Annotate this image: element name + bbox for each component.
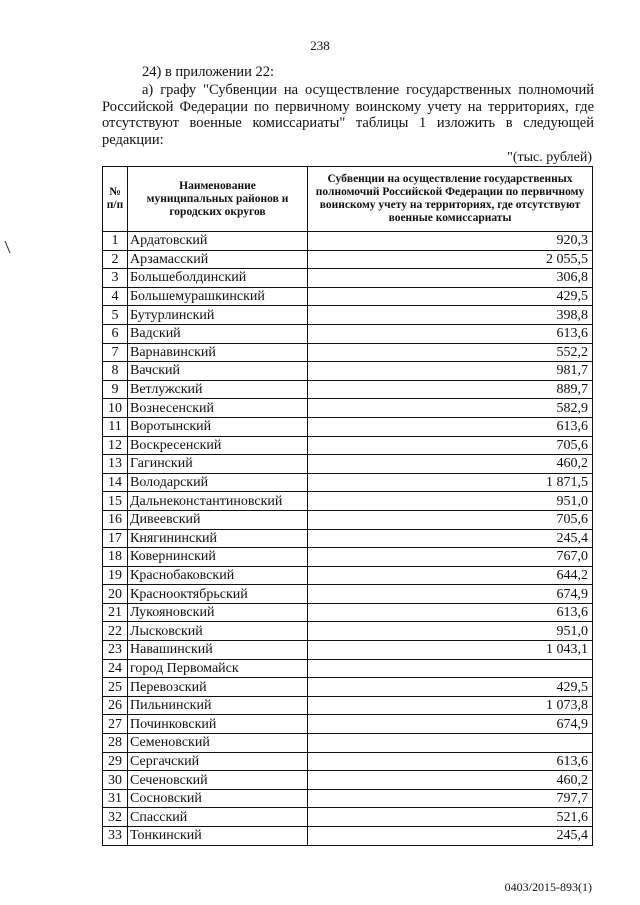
- header-value: Субвенции на осуществление государственных полномочий Российской Федерации по первичному воинскому учету на территориях, где отсутствуют военные комиссариаты: [308, 167, 593, 232]
- row-value: 613,6: [308, 603, 593, 622]
- row-number: 30: [103, 771, 128, 790]
- row-name: город Первомайск: [128, 659, 308, 678]
- row-value: 460,2: [308, 771, 593, 790]
- row-name: Воскресенский: [128, 436, 308, 455]
- row-number: 20: [103, 585, 128, 604]
- row-number: 9: [103, 380, 128, 399]
- table-row: [103, 752, 593, 771]
- row-name: Бутурлинский: [128, 306, 308, 325]
- row-number: 10: [103, 399, 128, 418]
- row-value: 398,8: [308, 306, 593, 325]
- row-value: 797,7: [308, 789, 593, 808]
- row-value: 705,6: [308, 436, 593, 455]
- table-row: [103, 343, 593, 362]
- row-value: 705,6: [308, 510, 593, 529]
- row-name: Ковернинский: [128, 548, 308, 567]
- row-value: 429,5: [308, 678, 593, 697]
- row-number: 26: [103, 696, 128, 715]
- row-name: Ардатовский: [128, 232, 308, 251]
- table-row: [103, 696, 593, 715]
- row-value: 981,7: [308, 362, 593, 381]
- table-row: [103, 529, 593, 548]
- row-value: 1 073,8: [308, 696, 593, 715]
- table-row: [103, 250, 593, 269]
- row-value: [308, 734, 593, 753]
- table-row: [103, 455, 593, 474]
- row-name: Тонкинский: [128, 827, 308, 846]
- row-number: 19: [103, 566, 128, 585]
- table-header-row: [103, 167, 593, 232]
- row-number: 17: [103, 529, 128, 548]
- table-row: [103, 808, 593, 827]
- table-row: [103, 789, 593, 808]
- row-number: 6: [103, 324, 128, 343]
- row-number: 32: [103, 808, 128, 827]
- row-number: 3: [103, 269, 128, 288]
- subvention-table: [102, 166, 593, 846]
- table-row: [103, 548, 593, 567]
- row-name: Варнавинский: [128, 343, 308, 362]
- row-value: 674,9: [308, 715, 593, 734]
- document-code: 0403/2015-893(1): [504, 880, 592, 894]
- row-value: 552,2: [308, 343, 593, 362]
- row-number: 15: [103, 492, 128, 511]
- row-name: Володарский: [128, 473, 308, 492]
- table-row: [103, 566, 593, 585]
- table-row: [103, 771, 593, 790]
- intro-line-1: 24) в приложении 22:: [142, 64, 275, 80]
- row-name: Навашинский: [128, 641, 308, 660]
- table-row: [103, 734, 593, 753]
- row-name: Вадский: [128, 324, 308, 343]
- row-value: 951,0: [308, 492, 593, 511]
- row-number: 13: [103, 455, 128, 474]
- table-row: [103, 232, 593, 251]
- row-value: 245,4: [308, 827, 593, 846]
- row-number: 22: [103, 622, 128, 641]
- row-number: 7: [103, 343, 128, 362]
- unit-label: "(тыс. рублей): [507, 150, 592, 165]
- row-name: Воротынский: [128, 417, 308, 436]
- row-value: 582,9: [308, 399, 593, 418]
- row-number: 21: [103, 603, 128, 622]
- row-number: 4: [103, 287, 128, 306]
- row-value: 306,8: [308, 269, 593, 288]
- row-number: 8: [103, 362, 128, 381]
- row-value: [308, 659, 593, 678]
- row-name: Гагинский: [128, 455, 308, 474]
- table-row: [103, 362, 593, 381]
- row-number: 1: [103, 232, 128, 251]
- row-name: Семеновский: [128, 734, 308, 753]
- row-value: 2 055,5: [308, 250, 593, 269]
- row-name: Дальнеконстантиновский: [128, 492, 308, 511]
- row-name: Спасский: [128, 808, 308, 827]
- table-row: [103, 324, 593, 343]
- row-value: 460,2: [308, 455, 593, 474]
- row-value: 767,0: [308, 548, 593, 567]
- row-value: 920,3: [308, 232, 593, 251]
- row-number: 11: [103, 417, 128, 436]
- row-number: 14: [103, 473, 128, 492]
- header-name: Наименование муниципальных районов и городских округов: [128, 167, 308, 232]
- table-row: [103, 827, 593, 846]
- table-row: [103, 417, 593, 436]
- row-name: Лысковский: [128, 622, 308, 641]
- table-row: [103, 678, 593, 697]
- row-name: Перевозский: [128, 678, 308, 697]
- header-num: № п/п: [103, 167, 128, 232]
- table-row: [103, 641, 593, 660]
- row-name: Большемурашкинский: [128, 287, 308, 306]
- row-name: Сергачский: [128, 752, 308, 771]
- row-value: 245,4: [308, 529, 593, 548]
- table-row: [103, 436, 593, 455]
- row-value: 613,6: [308, 752, 593, 771]
- row-name: Ветлужский: [128, 380, 308, 399]
- table-row: [103, 399, 593, 418]
- row-name: Пильнинский: [128, 696, 308, 715]
- row-name: Вачский: [128, 362, 308, 381]
- row-number: 18: [103, 548, 128, 567]
- row-number: 29: [103, 752, 128, 771]
- row-number: 28: [103, 734, 128, 753]
- row-value: 674,9: [308, 585, 593, 604]
- row-number: 23: [103, 641, 128, 660]
- row-number: 5: [103, 306, 128, 325]
- row-value: 889,7: [308, 380, 593, 399]
- row-name: Сеченовский: [128, 771, 308, 790]
- row-name: Починковский: [128, 715, 308, 734]
- row-name: Дивеевский: [128, 510, 308, 529]
- table-row: [103, 473, 593, 492]
- row-number: 25: [103, 678, 128, 697]
- row-value: 429,5: [308, 287, 593, 306]
- table-row: [103, 306, 593, 325]
- row-value: 951,0: [308, 622, 593, 641]
- row-name: Краснооктябрьский: [128, 585, 308, 604]
- row-name: Вознесенский: [128, 399, 308, 418]
- table-row: [103, 380, 593, 399]
- row-value: 613,6: [308, 417, 593, 436]
- row-number: 27: [103, 715, 128, 734]
- table-row: [103, 510, 593, 529]
- table-row: [103, 269, 593, 288]
- row-name: Краснобаковский: [128, 566, 308, 585]
- row-name: Арзамасский: [128, 250, 308, 269]
- table-row: [103, 659, 593, 678]
- row-number: 31: [103, 789, 128, 808]
- row-name: Сосновский: [128, 789, 308, 808]
- table-row: [103, 287, 593, 306]
- row-number: 2: [103, 250, 128, 269]
- row-value: 521,6: [308, 808, 593, 827]
- row-value: 1 043,1: [308, 641, 593, 660]
- row-value: 1 871,5: [308, 473, 593, 492]
- table-row: [103, 603, 593, 622]
- table-row: [103, 492, 593, 511]
- row-value: 613,6: [308, 324, 593, 343]
- row-number: 24: [103, 659, 128, 678]
- row-number: 12: [103, 436, 128, 455]
- page-number: 238: [310, 38, 330, 53]
- row-number: 33: [103, 827, 128, 846]
- table-row: [103, 622, 593, 641]
- row-number: 16: [103, 510, 128, 529]
- row-name: Лукояновский: [128, 603, 308, 622]
- row-name: Большеболдинский: [128, 269, 308, 288]
- intro-paragraph: а) графу "Субвенции на осуществление государственных полномочий Российской Федерации по первичному воинскому учету на территориях, где отсутствуют военные комиссариаты" таблицы 1 изложить в следующей редакции:: [102, 82, 594, 148]
- margin-mark-icon: [4, 240, 12, 254]
- table-row: [103, 715, 593, 734]
- row-value: 644,2: [308, 566, 593, 585]
- row-name: Княгининский: [128, 529, 308, 548]
- table-row: [103, 585, 593, 604]
